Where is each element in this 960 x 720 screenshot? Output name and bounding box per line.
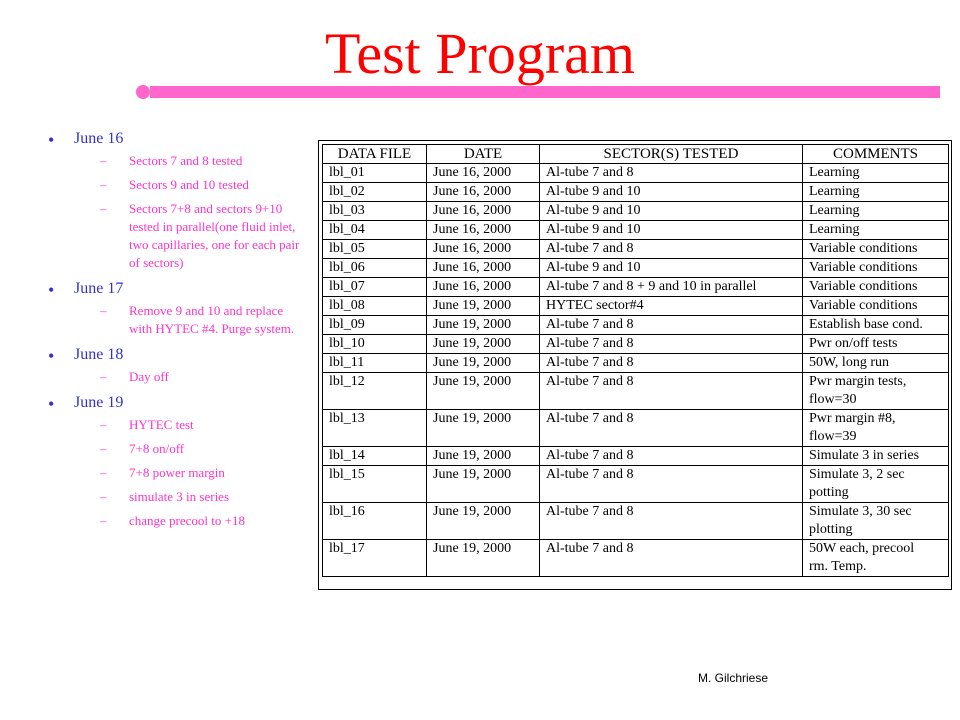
item-text: 7+8 power margin	[129, 465, 225, 480]
cell-data-file: lbl_11	[323, 354, 427, 373]
table-row	[323, 540, 949, 577]
schedule-item	[62, 152, 302, 170]
cell-comments: 50W each, precool rm. Temp.	[803, 540, 949, 577]
cell-date: June 16, 2000	[427, 240, 540, 259]
cell-date: June 16, 2000	[427, 278, 540, 297]
cell-comments: 50W, long run	[803, 354, 949, 373]
cell-sectors-tested: Al-tube 7 and 8	[540, 373, 803, 410]
table-row	[323, 503, 949, 540]
cell-comments: Variable conditions	[803, 297, 949, 316]
cell-comments: Learning	[803, 164, 949, 183]
schedule-item	[62, 440, 302, 458]
cell-sectors-tested: Al-tube 7 and 8	[540, 240, 803, 259]
cell-comments: Variable conditions	[803, 278, 949, 297]
column-header-data-file: DATA FILE	[323, 145, 427, 164]
cell-sectors-tested: Al-tube 9 and 10	[540, 183, 803, 202]
schedule-item	[62, 200, 302, 272]
table-row	[323, 183, 949, 202]
cell-comments: Variable conditions	[803, 259, 949, 278]
title-underline	[150, 86, 940, 98]
cell-date: June 19, 2000	[427, 354, 540, 373]
cell-date: June 16, 2000	[427, 202, 540, 221]
table-row	[323, 410, 949, 447]
table-row	[323, 447, 949, 466]
day-label: June 17	[74, 280, 124, 297]
dash-icon: –	[100, 513, 107, 528]
cell-data-file: lbl_17	[323, 540, 427, 577]
cell-data-file: lbl_10	[323, 335, 427, 354]
dash-icon: –	[100, 153, 107, 168]
cell-data-file: lbl_12	[323, 373, 427, 410]
cell-data-file: lbl_15	[323, 466, 427, 503]
cell-sectors-tested: Al-tube 7 and 8	[540, 503, 803, 540]
table-row	[323, 278, 949, 297]
item-text: Sectors 9 and 10 tested	[129, 177, 249, 192]
cell-comments: Pwr on/off tests	[803, 335, 949, 354]
day-label: June 16	[74, 130, 124, 147]
bullet-icon: •	[48, 394, 55, 414]
day-items	[62, 302, 302, 338]
cell-sectors-tested: Al-tube 9 and 10	[540, 202, 803, 221]
cell-comments: Establish base cond.	[803, 316, 949, 335]
table-row	[323, 316, 949, 335]
cell-sectors-tested: Al-tube 7 and 8	[540, 410, 803, 447]
cell-comments: Learning	[803, 202, 949, 221]
dash-icon: –	[100, 177, 107, 192]
cell-data-file: lbl_06	[323, 259, 427, 278]
cell-comments: Simulate 3, 2 sec potting	[803, 466, 949, 503]
cell-sectors-tested: Al-tube 7 and 8	[540, 316, 803, 335]
schedule-item	[62, 464, 302, 482]
cell-sectors-tested: HYTEC sector#4	[540, 297, 803, 316]
day-items	[62, 416, 302, 530]
cell-data-file: lbl_09	[323, 316, 427, 335]
dash-icon: –	[100, 201, 107, 216]
day-label: June 19	[74, 394, 124, 411]
cell-sectors-tested: Al-tube 7 and 8	[540, 540, 803, 577]
schedule-day	[48, 278, 302, 338]
cell-sectors-tested: Al-tube 9 and 10	[540, 221, 803, 240]
column-header-comments: COMMENTS	[803, 145, 949, 164]
cell-date: June 19, 2000	[427, 297, 540, 316]
cell-sectors-tested: Al-tube 7 and 8	[540, 354, 803, 373]
cell-comments: Learning	[803, 183, 949, 202]
bullet-icon: •	[48, 346, 55, 366]
cell-data-file: lbl_05	[323, 240, 427, 259]
table-row	[323, 164, 949, 183]
cell-comments: Simulate 3 in series	[803, 447, 949, 466]
schedule-item	[62, 416, 302, 434]
item-text: 7+8 on/off	[129, 441, 185, 456]
cell-comments: Pwr margin #8, flow=39	[803, 410, 949, 447]
bullet-icon: •	[48, 280, 55, 300]
cell-date: June 16, 2000	[427, 164, 540, 183]
cell-sectors-tested: Al-tube 7 and 8	[540, 447, 803, 466]
author-footer: M. Gilchriese	[698, 671, 769, 685]
cell-date: June 16, 2000	[427, 183, 540, 202]
item-text: simulate 3 in series	[129, 489, 230, 504]
cell-date: June 19, 2000	[427, 335, 540, 354]
cell-data-file: lbl_13	[323, 410, 427, 447]
table-header-row	[323, 145, 949, 164]
table-row	[323, 221, 949, 240]
table-row	[323, 259, 949, 278]
cell-date: June 19, 2000	[427, 466, 540, 503]
schedule-item	[62, 488, 302, 506]
cell-date: June 19, 2000	[427, 410, 540, 447]
column-header-sectors-tested: SECTOR(S) TESTED	[540, 145, 803, 164]
schedule-outline	[48, 128, 302, 536]
schedule-item	[62, 302, 302, 338]
dash-icon: –	[100, 369, 107, 384]
dash-icon: –	[100, 441, 107, 456]
cell-date: June 19, 2000	[427, 540, 540, 577]
day-items	[62, 368, 302, 386]
cell-comments: Learning	[803, 221, 949, 240]
cell-sectors-tested: Al-tube 7 and 8	[540, 335, 803, 354]
item-text: Sectors 7+8 and sectors 9+10 tested in parallel(one fluid inlet, two capillaries, one for each pair of sectors)	[129, 201, 300, 270]
cell-comments: Pwr margin tests, flow=30	[803, 373, 949, 410]
table-row	[323, 335, 949, 354]
dash-icon: –	[100, 417, 107, 432]
cell-date: June 16, 2000	[427, 221, 540, 240]
schedule-item	[62, 512, 302, 530]
item-text: Day off	[129, 369, 169, 384]
table-row	[323, 354, 949, 373]
cell-sectors-tested: Al-tube 9 and 10	[540, 259, 803, 278]
schedule-day	[48, 344, 302, 386]
cell-data-file: lbl_04	[323, 221, 427, 240]
day-items	[62, 152, 302, 272]
cell-sectors-tested: Al-tube 7 and 8 + 9 and 10 in parallel	[540, 278, 803, 297]
cell-date: June 19, 2000	[427, 447, 540, 466]
schedule-day	[48, 128, 302, 272]
slide-title: Test Program	[324, 21, 636, 86]
cell-comments: Simulate 3, 30 sec plotting	[803, 503, 949, 540]
cell-data-file: lbl_01	[323, 164, 427, 183]
schedule-day	[48, 392, 302, 530]
schedule-item	[62, 368, 302, 386]
cell-data-file: lbl_14	[323, 447, 427, 466]
cell-data-file: lbl_03	[323, 202, 427, 221]
table-row	[323, 466, 949, 503]
item-text: Remove 9 and 10 and replace with HYTEC #4. Purge system.	[129, 303, 295, 336]
bullet-icon: •	[48, 130, 55, 150]
item-text: HYTEC test	[129, 417, 194, 432]
table-row	[323, 297, 949, 316]
cell-data-file: lbl_08	[323, 297, 427, 316]
table-row	[323, 202, 949, 221]
item-text: Sectors 7 and 8 tested	[129, 153, 243, 168]
dash-icon: –	[100, 303, 107, 318]
cell-data-file: lbl_16	[323, 503, 427, 540]
cell-data-file: lbl_07	[323, 278, 427, 297]
dash-icon: –	[100, 489, 107, 504]
column-header-date: DATE	[427, 145, 540, 164]
cell-data-file: lbl_02	[323, 183, 427, 202]
table-row	[323, 373, 949, 410]
test-data-table	[322, 144, 949, 577]
table-body	[323, 164, 949, 577]
dash-icon: –	[100, 465, 107, 480]
item-text: change precool to +18	[129, 513, 245, 528]
cell-sectors-tested: Al-tube 7 and 8	[540, 164, 803, 183]
cell-date: June 19, 2000	[427, 503, 540, 540]
title-rule-cap	[136, 85, 150, 99]
schedule-item	[62, 176, 302, 194]
cell-date: June 16, 2000	[427, 259, 540, 278]
day-label: June 18	[74, 346, 124, 363]
cell-date: June 19, 2000	[427, 373, 540, 410]
table-row	[323, 240, 949, 259]
cell-sectors-tested: Al-tube 7 and 8	[540, 466, 803, 503]
cell-date: June 19, 2000	[427, 316, 540, 335]
cell-comments: Variable conditions	[803, 240, 949, 259]
